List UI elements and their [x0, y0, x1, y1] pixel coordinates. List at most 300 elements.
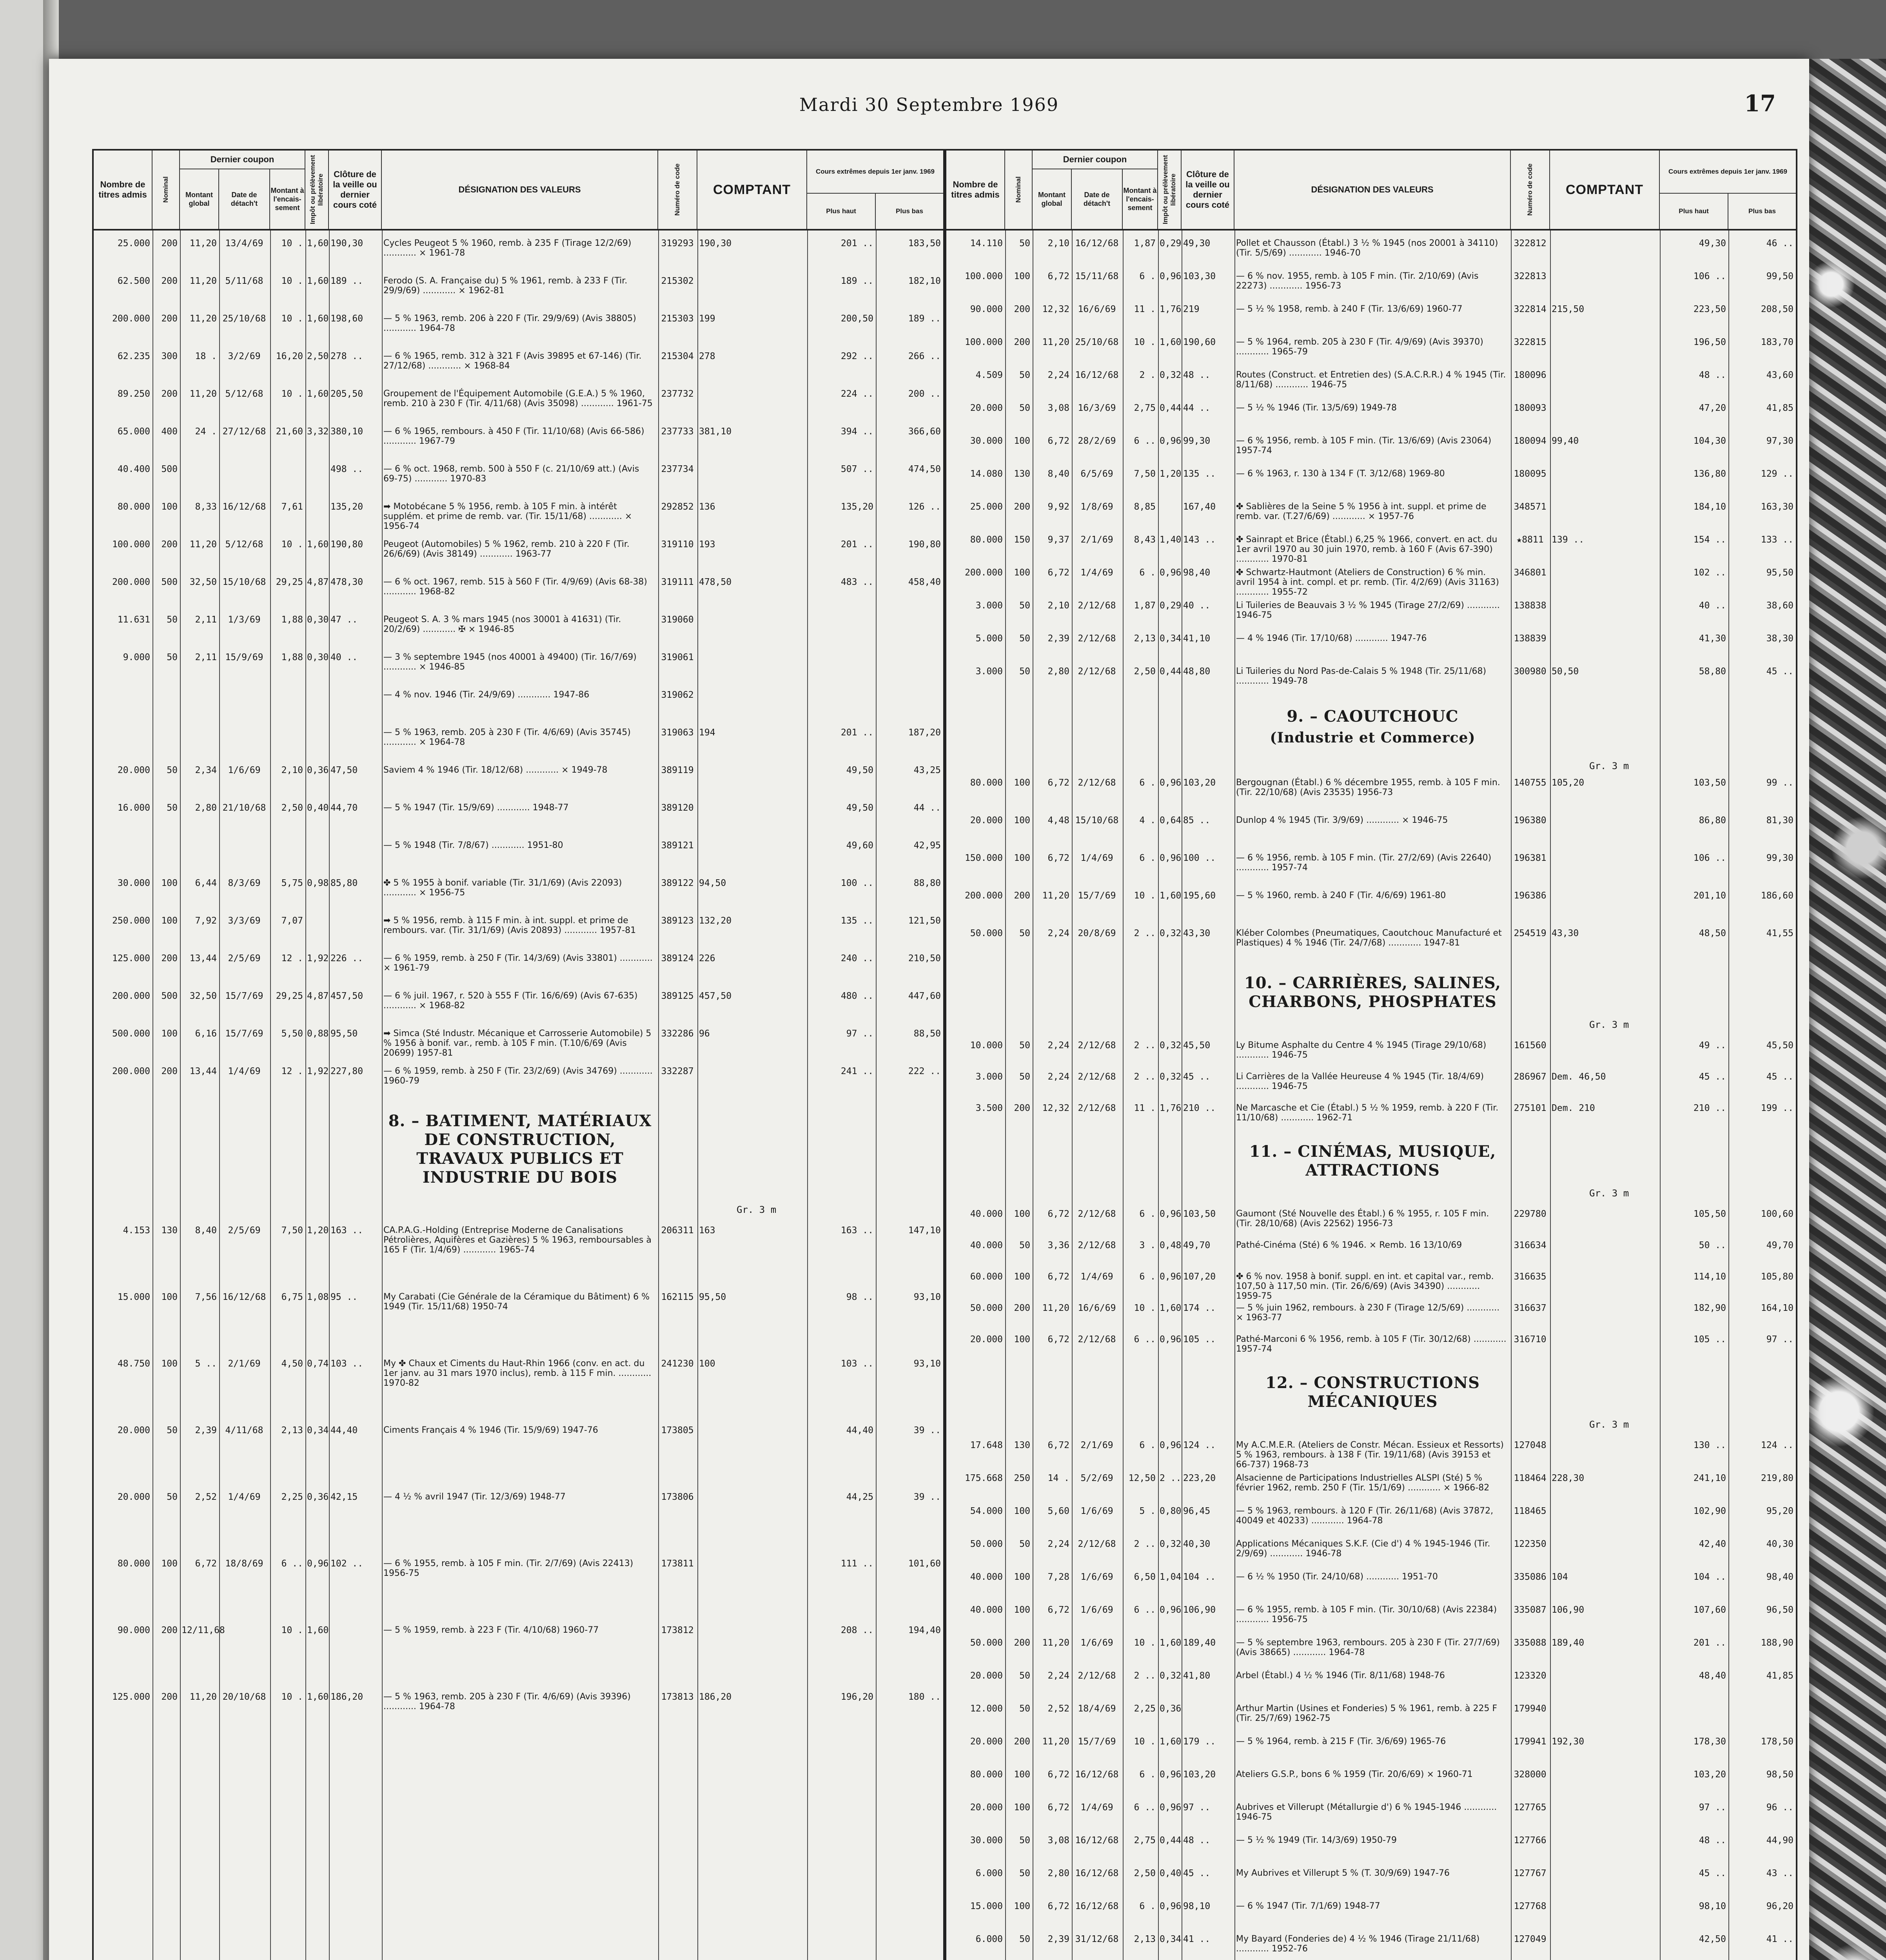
cell-mg: 5,60	[1047, 1506, 1069, 1516]
cell-pb: 189 ..	[908, 314, 941, 324]
cell-code: 138839	[1514, 633, 1547, 644]
cell-pb: 43,60	[1766, 370, 1793, 380]
cell-code: 127048	[1514, 1440, 1547, 1450]
cell-nom: 300	[161, 351, 178, 361]
cell-ph: 106 ..	[1693, 853, 1726, 863]
cell-pb: 46 ..	[1766, 238, 1793, 249]
cell-mg: 11,20	[189, 238, 217, 249]
table-row	[946, 469, 1796, 502]
cell-mg: 6,72	[1047, 1769, 1069, 1780]
cell-mg: 2,52	[1047, 1704, 1069, 1714]
cell-ph: 483 ..	[840, 577, 873, 587]
cell-nom: 130	[1014, 1440, 1030, 1450]
cell-imp: 0,30	[307, 615, 329, 625]
cell-ph: 103,50	[1693, 778, 1726, 788]
cell-dd: 15/7/69	[225, 1029, 263, 1039]
table-row	[946, 1868, 1796, 1901]
cell-des: — 6 ½ % 1950 (Tir. 24/10/68) ............ 1951-70	[1236, 1572, 1438, 1582]
cell-dd: 2/1/69	[1080, 1440, 1113, 1450]
cell-n: 40.000	[970, 1605, 1003, 1615]
cell-des: ✤ 6 % nov. 1958 à bonif. suppl. en int. et capital var., remb. 107,50 à 117,50 min. (Tir. 26/6/69) (Avis 34390) ............ 1959-75	[1236, 1272, 1494, 1301]
cell-me: 6 ..	[1134, 1334, 1156, 1345]
cell-mg: 11,20	[189, 1692, 217, 1702]
cell-n: 200.000	[965, 891, 1003, 901]
cell-me: 7,61	[281, 502, 303, 512]
cell-des: Ferodo (S. A. Française du) 5 % 1961, remb. à 233 F (Tir. 29/9/69) ............ × 1962-81	[383, 276, 628, 296]
cell-n: 50.000	[970, 1539, 1003, 1549]
cell-ph: 201,10	[1693, 891, 1726, 901]
cell-dd: 16/6/69	[1078, 1303, 1116, 1313]
header-dernier-coupon: Dernier coupon	[180, 151, 305, 169]
cell-clo: 103,20	[1183, 1769, 1216, 1780]
cell-nom: 50	[1019, 1934, 1030, 1944]
cell-code: 140755	[1514, 778, 1547, 788]
cell-mg: 6,72	[1047, 436, 1069, 446]
cell-nom: 200	[161, 953, 178, 964]
cell-pb: 178,50	[1761, 1737, 1793, 1747]
cell-imp: 1,60	[1160, 891, 1182, 901]
cell-des: — 6 % 1965, rembours. à 450 F (Tir. 11/10/68) (Avis 66-586) ............ 1967-79	[383, 426, 644, 446]
cell-clo: 100 ..	[1183, 853, 1216, 863]
header-plus-bas: Plus bas	[1748, 207, 1776, 215]
cell-clo: 478,30	[330, 577, 363, 587]
cell-des: — 5 % 1964, remb. à 215 F (Tir. 3/6/69) 1965-76	[1236, 1737, 1446, 1746]
cell-des: — 5 % 1963, remb. 205 à 230 F (Tir. 4/6/69) (Avis 39396) ............ 1964-78	[383, 1692, 631, 1711]
cell-imp: 0,96	[307, 1559, 329, 1569]
cell-ph: 201 ..	[840, 238, 873, 249]
cell-code: 319061	[661, 652, 694, 662]
cell-clo: 135,20	[330, 502, 363, 512]
cell-des: — 6 % 1947 (Tir. 7/1/69) 1948-77	[1236, 1901, 1380, 1911]
cell-code: 389125	[661, 991, 694, 1001]
cell-ph: 223,50	[1693, 304, 1726, 314]
cell-me: 6 .	[1139, 271, 1156, 281]
cell-des: ✤ Sainrapt et Brice (Établ.) 6,25 % 1966, convert. en act. du 1er avril 1970 au 30 juin 1970, remb. à 160 F (Avis 67-390) ............ 1970-81	[1236, 535, 1498, 564]
cell-des: Dunlop 4 % 1945 (Tir. 3/9/69) ............ × 1946-75	[1236, 815, 1448, 825]
cell-nom: 50	[1019, 666, 1030, 677]
header-cloture	[1182, 151, 1234, 229]
cell-nom: 100	[1014, 1605, 1030, 1615]
cell-code: 180095	[1514, 469, 1547, 479]
cell-ph: 45 ..	[1699, 1072, 1726, 1082]
cell-clo: 103,50	[1183, 1209, 1216, 1219]
table-row	[946, 601, 1796, 633]
cell-dd: 1/3/69	[228, 615, 261, 625]
cell-dd: 6/5/69	[1080, 469, 1113, 479]
cell-des: — 5 % septembre 1963, rembours. 205 à 230 F (Tir. 27/7/69) (Avis 38665) ............ 1964-78	[1236, 1638, 1500, 1657]
cell-n: 15.000	[970, 1901, 1003, 1911]
cell-clo: 99,30	[1183, 436, 1211, 446]
cell-n: 20.000	[970, 1671, 1003, 1681]
cell-nom: 100	[1014, 853, 1030, 863]
header-dernier-coupon: Dernier coupon	[1033, 151, 1158, 169]
table-row	[946, 853, 1796, 891]
cell-clo: 163 ..	[330, 1225, 363, 1236]
cell-imp: 0,96	[1160, 1209, 1182, 1219]
cell-code: 319293	[661, 238, 694, 249]
cell-comp: 190,30	[699, 238, 732, 249]
cell-comp: 199	[699, 314, 715, 324]
cell-mg: 6,72	[195, 1559, 217, 1569]
cell-mg: 2,24	[1047, 1539, 1069, 1549]
cell-me: 16,20	[276, 351, 303, 361]
cell-clo: 45,50	[1183, 1040, 1211, 1051]
cell-imp: 0,40	[307, 803, 329, 813]
table-row	[94, 351, 943, 389]
cell-clo: 45 ..	[1183, 1868, 1211, 1878]
cell-ph: 480 ..	[840, 991, 873, 1001]
cell-des: Kléber Colombes (Pneumatiques, Caoutchouc Manufacturé et Plastiques) 4 % 1946 (Tir. 24/7/68) ............ 1947-81	[1236, 928, 1502, 948]
cell-pb: 458,40	[908, 577, 941, 587]
header-impot	[305, 151, 329, 229]
cell-n: 40.000	[970, 1240, 1003, 1250]
cell-dd: 31/12/68	[1075, 1934, 1119, 1944]
page-title: Mardi 30 Septembre 1969	[799, 94, 1059, 115]
cell-dd: 5/11/68	[225, 276, 263, 286]
cell-n: 20.000	[970, 403, 1003, 413]
cell-clo: 210 ..	[1183, 1103, 1216, 1113]
cell-clo: 103,30	[1183, 271, 1216, 281]
cell-n: 50.000	[970, 1638, 1003, 1648]
cell-nom: 200	[1014, 1737, 1030, 1747]
cell-me: 6 .	[1139, 1272, 1156, 1282]
cell-des: Peugeot S. A. 3 % mars 1945 (nos 30001 à 41631) (Tir. 20/2/69) ............ ✠ × 1946-85	[383, 615, 621, 634]
cell-nom: 100	[1014, 1572, 1030, 1582]
cell-nom: 100	[161, 502, 178, 512]
cell-comp: 95,50	[699, 1292, 726, 1302]
cell-imp: 2,50	[307, 351, 329, 361]
cell-me: 10 .	[1134, 891, 1156, 901]
table-row	[946, 1272, 1796, 1303]
cell-imp: 0,88	[307, 1029, 329, 1039]
cell-dd: 2/12/68	[1078, 1539, 1116, 1549]
cell-me: 5 .	[1139, 1506, 1156, 1516]
header-nominal-label: Nominal	[162, 176, 169, 203]
table-row	[946, 436, 1796, 469]
header-comptant-label: COMPTANT	[713, 182, 791, 197]
cell-pb: 99 ..	[1766, 778, 1793, 788]
cell-n: 90.000	[117, 1625, 150, 1635]
cell-clo: 219	[1183, 304, 1200, 314]
table-row	[946, 1440, 1796, 1473]
cell-pb: 100,60	[1761, 1209, 1793, 1219]
cell-n: 3.500	[975, 1103, 1003, 1113]
cell-code: 161560	[1514, 1040, 1547, 1051]
cell-n: 40.000	[970, 1209, 1003, 1219]
cell-nom: 100	[1014, 1506, 1030, 1516]
cell-me: 10 .	[1134, 1638, 1156, 1648]
cell-mg: 13,44	[189, 953, 217, 964]
cell-nom: 50	[167, 803, 178, 813]
cell-nom: 50	[1019, 1240, 1030, 1250]
cell-mg: 4,48	[1047, 815, 1069, 826]
cell-ph: 49,50	[846, 765, 873, 775]
cell-n: 9.000	[123, 652, 150, 662]
cell-des: Arthur Martin (Usines et Fonderies) 5 % 1961, remb. à 225 F (Tir. 25/7/69) 1962-75	[1236, 1704, 1498, 1723]
cell-code: 322815	[1514, 337, 1547, 347]
header-numero-code	[658, 151, 697, 229]
table-row	[946, 1334, 1796, 1366]
cell-n: 10.000	[970, 1040, 1003, 1051]
cell-clo: 106,90	[1183, 1605, 1216, 1615]
cell-ph: 58,80	[1699, 666, 1726, 677]
table-row	[94, 502, 943, 539]
cell-code: 173812	[661, 1625, 694, 1635]
cell-comp: Dem. 210	[1552, 1103, 1595, 1113]
cell-mg: 2,34	[195, 765, 217, 775]
table-row	[946, 1506, 1796, 1539]
cell-mg: 11,20	[1042, 337, 1069, 347]
cell-des: My Aubrives et Villerupt 5 % (T. 30/9/69) 1947-76	[1236, 1868, 1450, 1878]
cell-pb: 210,50	[908, 953, 941, 964]
header-comptant	[1550, 151, 1660, 229]
cell-des: — 3 % septembre 1945 (nos 40001 à 49400) (Tir. 16/7/69) ............ × 1946-85	[383, 652, 637, 672]
cell-code: 122350	[1514, 1539, 1547, 1549]
cell-n: 200.000	[112, 991, 150, 1001]
cell-clo: 198,60	[330, 314, 363, 324]
cell-code: 127768	[1514, 1901, 1547, 1911]
cell-pb: 183,50	[908, 238, 941, 249]
table-row	[946, 1539, 1796, 1572]
cell-des: — 5 % 1959, remb. à 223 F (Tir. 4/10/68) 1960-77	[383, 1625, 599, 1635]
table-row	[946, 891, 1796, 928]
cell-des: — 5 % 1963, remb. 205 à 230 F (Tir. 4/6/69) (Avis 35745) ............ × 1964-78	[383, 728, 631, 747]
cell-pb: 39 ..	[913, 1492, 941, 1502]
cell-me: 7,50	[1134, 469, 1156, 479]
cell-n: 17.648	[970, 1440, 1003, 1450]
cell-me: 1,87	[1134, 601, 1156, 611]
cell-des: ➡ Motobécane 5 % 1956, remb. à 105 F min. à intérêt supplém. et prime de remb. var. (Tir. 15/11/68) ............ × 1956-74	[383, 502, 632, 531]
table-row	[94, 1625, 943, 1692]
cell-pb: 97,30	[1766, 436, 1793, 446]
cell-clo: 98,40	[1183, 568, 1211, 578]
cell-me: 10 .	[281, 238, 303, 249]
cell-n: 80.000	[970, 535, 1003, 545]
cell-des: Aubrives et Villerupt (Métallurgie d') 6 % 1945-1946 ............ 1946-75	[1236, 1802, 1497, 1822]
table-row	[94, 1292, 943, 1359]
cell-dd: 21/10/68	[222, 803, 266, 813]
cell-pb: 43,25	[913, 765, 941, 775]
cell-pb: 40,30	[1766, 1539, 1793, 1549]
cell-comp: 50,50	[1552, 666, 1579, 677]
cell-me: 6 .	[1139, 1440, 1156, 1450]
cell-clo: 85,80	[330, 878, 358, 888]
cell-code: 286967	[1514, 1072, 1547, 1082]
cell-n: 30.000	[970, 1835, 1003, 1846]
cell-ph: 48 ..	[1699, 1835, 1726, 1846]
cell-n: 65.000	[117, 426, 150, 437]
cell-des: ✤ 5 % 1955 à bonif. variable (Tir. 31/1/69) (Avis 22093) ............ × 1956-75	[383, 878, 622, 898]
cell-imp: 0,32	[1160, 928, 1182, 938]
cell-dd: 2/5/69	[228, 953, 261, 964]
cell-me: 10 .	[281, 314, 303, 324]
cell-code: 215303	[661, 314, 694, 324]
cell-code: 123320	[1514, 1671, 1547, 1681]
cell-des: — 6 % 1959, remb. à 250 F (Tir. 14/3/69) (Avis 33801) ............ × 1961-79	[383, 953, 653, 973]
section-caoutchouc: 9. – CAOUTCHOUC	[1287, 707, 1459, 726]
cell-imp: 0,32	[1160, 1671, 1182, 1681]
cell-code: 322812	[1514, 238, 1547, 249]
cell-imp: 0,32	[1160, 370, 1182, 380]
table-right	[945, 149, 1797, 1960]
table-row	[946, 1737, 1796, 1769]
cell-des: Saviem 4 % 1946 (Tir. 18/12/68) ............ × 1949-78	[383, 765, 608, 775]
cell-pb: 45 ..	[1766, 666, 1793, 677]
cell-clo: 48 ..	[1183, 370, 1211, 380]
table-row	[946, 1103, 1796, 1134]
cell-dd: 2/1/69	[228, 1359, 261, 1369]
cell-nom: 200	[1014, 1303, 1030, 1313]
cell-ph: 41,30	[1699, 633, 1726, 644]
cell-ph: 47,20	[1699, 403, 1726, 413]
cell-dd: 5/12/68	[225, 539, 263, 550]
cell-des: — 6 % juil. 1967, r. 520 à 555 F (Tir. 16/6/69) (Avis 67-635) ............ × 1968-82	[383, 991, 638, 1011]
cell-mg: 32,50	[189, 991, 217, 1001]
cell-me: 2,25	[1134, 1704, 1156, 1714]
cell-ph: 201 ..	[840, 728, 873, 738]
header-impot-label: Impôt ou prélèvement libératoire	[309, 155, 324, 225]
cell-des: — 6 % oct. 1968, remb. 500 à 550 F (c. 21/10/69 att.) (Avis 69-75) ............ 1970-83	[383, 464, 639, 484]
cell-imp: 1,92	[307, 953, 329, 964]
cell-pb: 41,85	[1766, 403, 1793, 413]
cell-nom: 400	[161, 426, 178, 437]
cell-code: 241230	[661, 1359, 694, 1369]
cell-pb: 43 ..	[1766, 1868, 1793, 1878]
header-date-detach: Date de détach't	[1072, 169, 1123, 229]
cell-imp: 4,87	[307, 577, 329, 587]
cell-code: 180094	[1514, 436, 1547, 446]
cell-pb: 96 ..	[1766, 1802, 1793, 1813]
cell-imp: 1,60	[307, 389, 329, 399]
cell-imp: 0,40	[1160, 1868, 1182, 1878]
cell-clo: 44 ..	[1183, 403, 1211, 413]
cell-des: — 5 ½ % 1949 (Tir. 14/3/69) 1950-79	[1236, 1835, 1397, 1845]
cell-ph: 241,10	[1693, 1473, 1726, 1483]
cell-code: 316637	[1514, 1303, 1547, 1313]
cell-n: 100.000	[965, 271, 1003, 281]
cell-code: 237732	[661, 389, 694, 399]
cell-ph: 45 ..	[1699, 1868, 1726, 1878]
cell-nom: 100	[1014, 1209, 1030, 1219]
cell-n: 150.000	[965, 853, 1003, 863]
cell-mg: 12,32	[1042, 1103, 1069, 1113]
cell-clo: 104 ..	[1183, 1572, 1216, 1582]
cell-comp: 193	[699, 539, 715, 550]
cell-des: — 5 % juin 1962, rembours. à 230 F (Tirage 12/5/69) ............ × 1963-77	[1236, 1303, 1500, 1323]
table-row	[94, 652, 943, 690]
cell-clo: 278 ..	[330, 351, 363, 361]
cell-des: — 5 % 1964, remb. 205 à 230 F (Tir. 4/9/69) (Avis 39370) ............ 1965-79	[1236, 337, 1483, 357]
table-row	[946, 370, 1796, 403]
cell-mg: 2,11	[195, 615, 217, 625]
cell-imp: 0,32	[1160, 1040, 1182, 1051]
cell-imp: 0,96	[1160, 1440, 1182, 1450]
table-row	[946, 1934, 1796, 1960]
cell-dd: 16/12/68	[1075, 1769, 1119, 1780]
cell-clo: 124 ..	[1183, 1440, 1216, 1450]
cell-code: 173806	[661, 1492, 694, 1502]
cell-n: 80.000	[970, 778, 1003, 788]
cell-pb: 124 ..	[1761, 1440, 1793, 1450]
cell-nom: 50	[1019, 928, 1030, 938]
cell-des: Pathé-Cinéma (Sté) 6 % 1946. × Remb. 16 13/10/69	[1236, 1240, 1462, 1250]
table-row	[946, 1638, 1796, 1671]
cell-code: 316634	[1514, 1240, 1547, 1250]
cell-code: 322813	[1514, 271, 1547, 281]
cell-imp: 0,96	[1160, 1802, 1182, 1813]
cell-nom: 100	[1014, 1334, 1030, 1345]
header-cloture-label: Clôture de la veille ou dernier cours coté	[333, 169, 377, 210]
cell-ph: 48,50	[1699, 928, 1726, 938]
cell-des: Pollet et Chausson (Établ.) 3 ½ % 1945 (nos 20001 à 34110) (Tir. 5/5/69) ............ 1946-70	[1236, 238, 1498, 258]
cell-comp: 478,50	[699, 577, 732, 587]
cell-nom: 500	[161, 991, 178, 1001]
table-row	[94, 1225, 943, 1292]
header-designation	[1234, 151, 1511, 229]
cell-comp: 43,30	[1552, 928, 1579, 938]
cell-des: — 5 % 1960, remb. à 240 F (Tir. 4/6/69) 1961-80	[1236, 891, 1446, 900]
cell-pb: 93,10	[913, 1359, 941, 1369]
cell-n: 80.000	[117, 1559, 150, 1569]
header-nominal	[152, 151, 180, 229]
cell-me: 2,25	[281, 1492, 303, 1502]
cell-n: 100.000	[112, 539, 150, 550]
cell-pb: 44 ..	[913, 803, 941, 813]
cell-clo: 102 ..	[330, 1559, 363, 1569]
cell-mg: 18 .	[195, 351, 217, 361]
cell-n: 14.080	[970, 469, 1003, 479]
cell-mg: 2,80	[1047, 1868, 1069, 1878]
cell-me: 2 ..	[1134, 1040, 1156, 1051]
cell-pb: 187,20	[908, 728, 941, 738]
cell-comp: 139 ..	[1552, 535, 1585, 545]
cell-n: 4.509	[975, 370, 1003, 380]
cell-code: 389124	[661, 953, 694, 964]
cell-pb: 366,60	[908, 426, 941, 437]
cell-dd: 2/12/68	[1078, 601, 1116, 611]
cell-imp: 0,96	[1160, 1272, 1182, 1282]
cell-code: 127049	[1514, 1934, 1547, 1944]
cell-me: 7,07	[281, 916, 303, 926]
cell-des: — 6 % 1959, remb. à 250 F (Tir. 23/2/69) (Avis 34769) ............ 1960-79	[383, 1066, 653, 1086]
cell-des: Li Carrières de la Vallée Heureuse 4 % 1945 (Tir. 18/4/69) ............ 1946-75	[1236, 1072, 1484, 1091]
table-row	[94, 276, 943, 314]
cell-des: — 5 % 1963, rembours. à 120 F (Tir. 26/11/68) (Avis 37872, 40049 et 40233) ............ 1964-78	[1236, 1506, 1494, 1526]
cell-des: My ✤ Chaux et Ciments du Haut-Rhin 1966 (conv. en act. du 1er janv. au 31 mars 1970 inclus), remb. à 115 F min. ............ 1970-82	[383, 1359, 652, 1388]
cell-ph: 40 ..	[1699, 601, 1726, 611]
cell-me: 2 ..	[1134, 1072, 1156, 1082]
cell-dd: 16/12/68	[1075, 238, 1119, 249]
cell-nom: 50	[167, 1425, 178, 1436]
cell-clo: 95 ..	[330, 1292, 358, 1302]
table-row	[94, 1425, 943, 1492]
cell-ph: 48,40	[1699, 1671, 1726, 1681]
cell-pb: 266 ..	[908, 351, 941, 361]
cell-des: ➡ 5 % 1956, remb. à 115 F min. à int. suppl. et prime de rembours. var. (Tir. 31/1/69) (Avis 20893) ............ 1957-81	[383, 916, 636, 935]
cell-n: 89.250	[117, 389, 150, 399]
cell-mg: 11,20	[189, 539, 217, 550]
table-row	[94, 1692, 943, 1759]
table-header-left	[94, 151, 943, 230]
table-row	[94, 238, 943, 276]
cell-imp: 1,08	[307, 1292, 329, 1302]
cell-ph: 49 ..	[1699, 1040, 1726, 1051]
cell-me: 2,13	[1134, 633, 1156, 644]
cell-des: Gaumont (Sté Nouvelle des Établ.) 6 % 1955, r. 105 F min. (Tir. 28/10/68) (Avis 22562) 1956-73	[1236, 1209, 1489, 1229]
cell-imp: 0,96	[1160, 1901, 1182, 1911]
cell-ph: 105 ..	[1693, 1334, 1726, 1345]
cell-me: 6 .	[1139, 1901, 1156, 1911]
